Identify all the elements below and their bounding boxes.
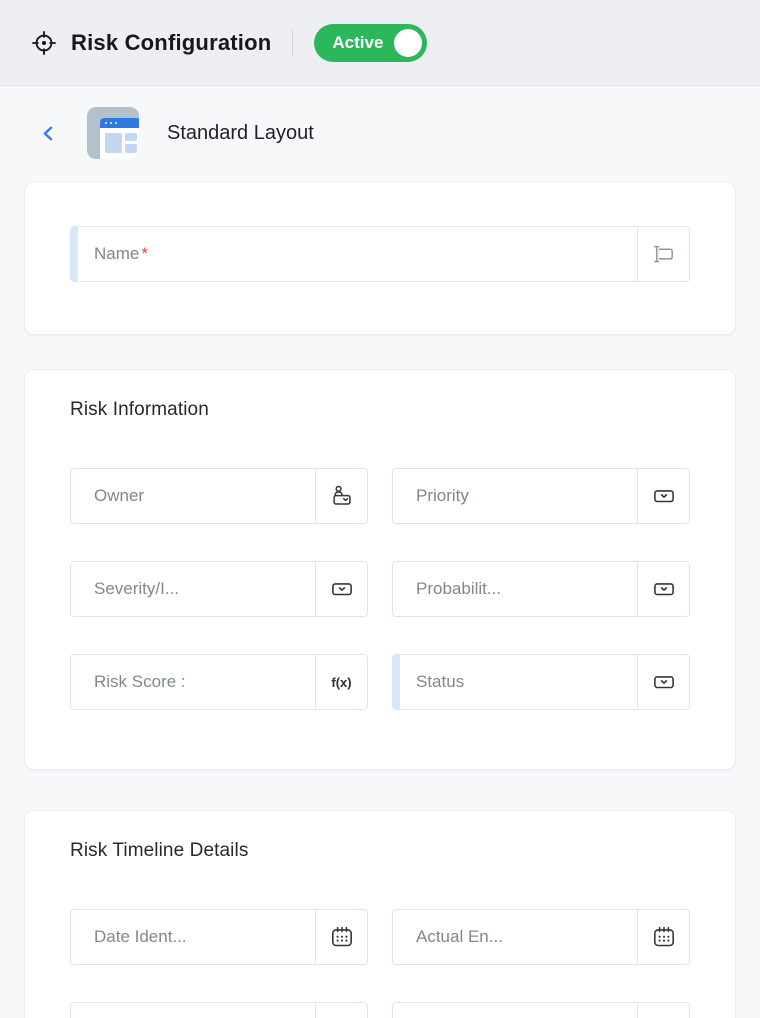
field-hidden[interactable] <box>70 1002 368 1018</box>
field-priority[interactable] <box>392 468 690 524</box>
calendar-icon <box>315 910 367 964</box>
chevron-left-icon <box>40 125 57 142</box>
field-risk-score[interactable] <box>70 654 368 710</box>
toggle-label: Active <box>332 32 384 52</box>
field-hidden[interactable] <box>392 1002 690 1018</box>
field-date-ident[interactable] <box>70 909 368 965</box>
form-section-card <box>24 810 736 1018</box>
dropdown-icon <box>637 469 689 523</box>
layout-title: Standard Layout <box>167 121 314 144</box>
calendar-icon <box>637 910 689 964</box>
form-section-card <box>24 181 736 335</box>
section-title: Risk Timeline Details <box>70 840 249 861</box>
field-name[interactable] <box>70 226 690 282</box>
field-grid <box>70 909 690 1018</box>
field-label: Probabilit... <box>416 579 502 598</box>
header-divider <box>292 29 293 57</box>
dropdown-icon <box>637 655 689 709</box>
field-status[interactable] <box>392 654 690 710</box>
calendar-icon <box>315 1003 367 1018</box>
field-label: Status <box>416 672 465 691</box>
form-canvas <box>0 181 760 1018</box>
form-section-card <box>24 369 736 770</box>
field-probabilit[interactable] <box>392 561 690 617</box>
field-label: Priority <box>416 486 469 505</box>
layout-header <box>0 86 760 181</box>
user-select-icon <box>315 469 367 523</box>
target-crosshair-icon <box>30 29 58 57</box>
section-title: Risk Information <box>70 399 209 420</box>
field-grid <box>70 226 690 282</box>
required-marker: * <box>141 244 148 263</box>
field-owner[interactable] <box>70 468 368 524</box>
field-label: Owner <box>94 486 145 505</box>
field-label: Actual En... <box>416 927 503 946</box>
calendar-icon <box>637 1003 689 1018</box>
field-severity-i[interactable] <box>70 561 368 617</box>
back-button[interactable] <box>40 125 57 142</box>
toggle-knob <box>394 29 422 57</box>
page-header <box>0 0 760 86</box>
field-grid <box>70 468 690 710</box>
layout-thumbnail-icon <box>87 107 139 159</box>
field-label: Date Ident... <box>94 927 187 946</box>
dropdown-icon <box>315 562 367 616</box>
active-toggle[interactable] <box>314 24 427 62</box>
field-label: Severity/I... <box>94 579 180 598</box>
page-title: Risk Configuration <box>71 29 272 55</box>
text-input-icon <box>637 227 689 281</box>
field-label: Risk Score : <box>94 672 186 691</box>
field-actual-en[interactable] <box>392 909 690 965</box>
formula-icon: f(x) <box>315 655 367 709</box>
field-label: Name <box>94 244 140 263</box>
dropdown-icon <box>637 562 689 616</box>
